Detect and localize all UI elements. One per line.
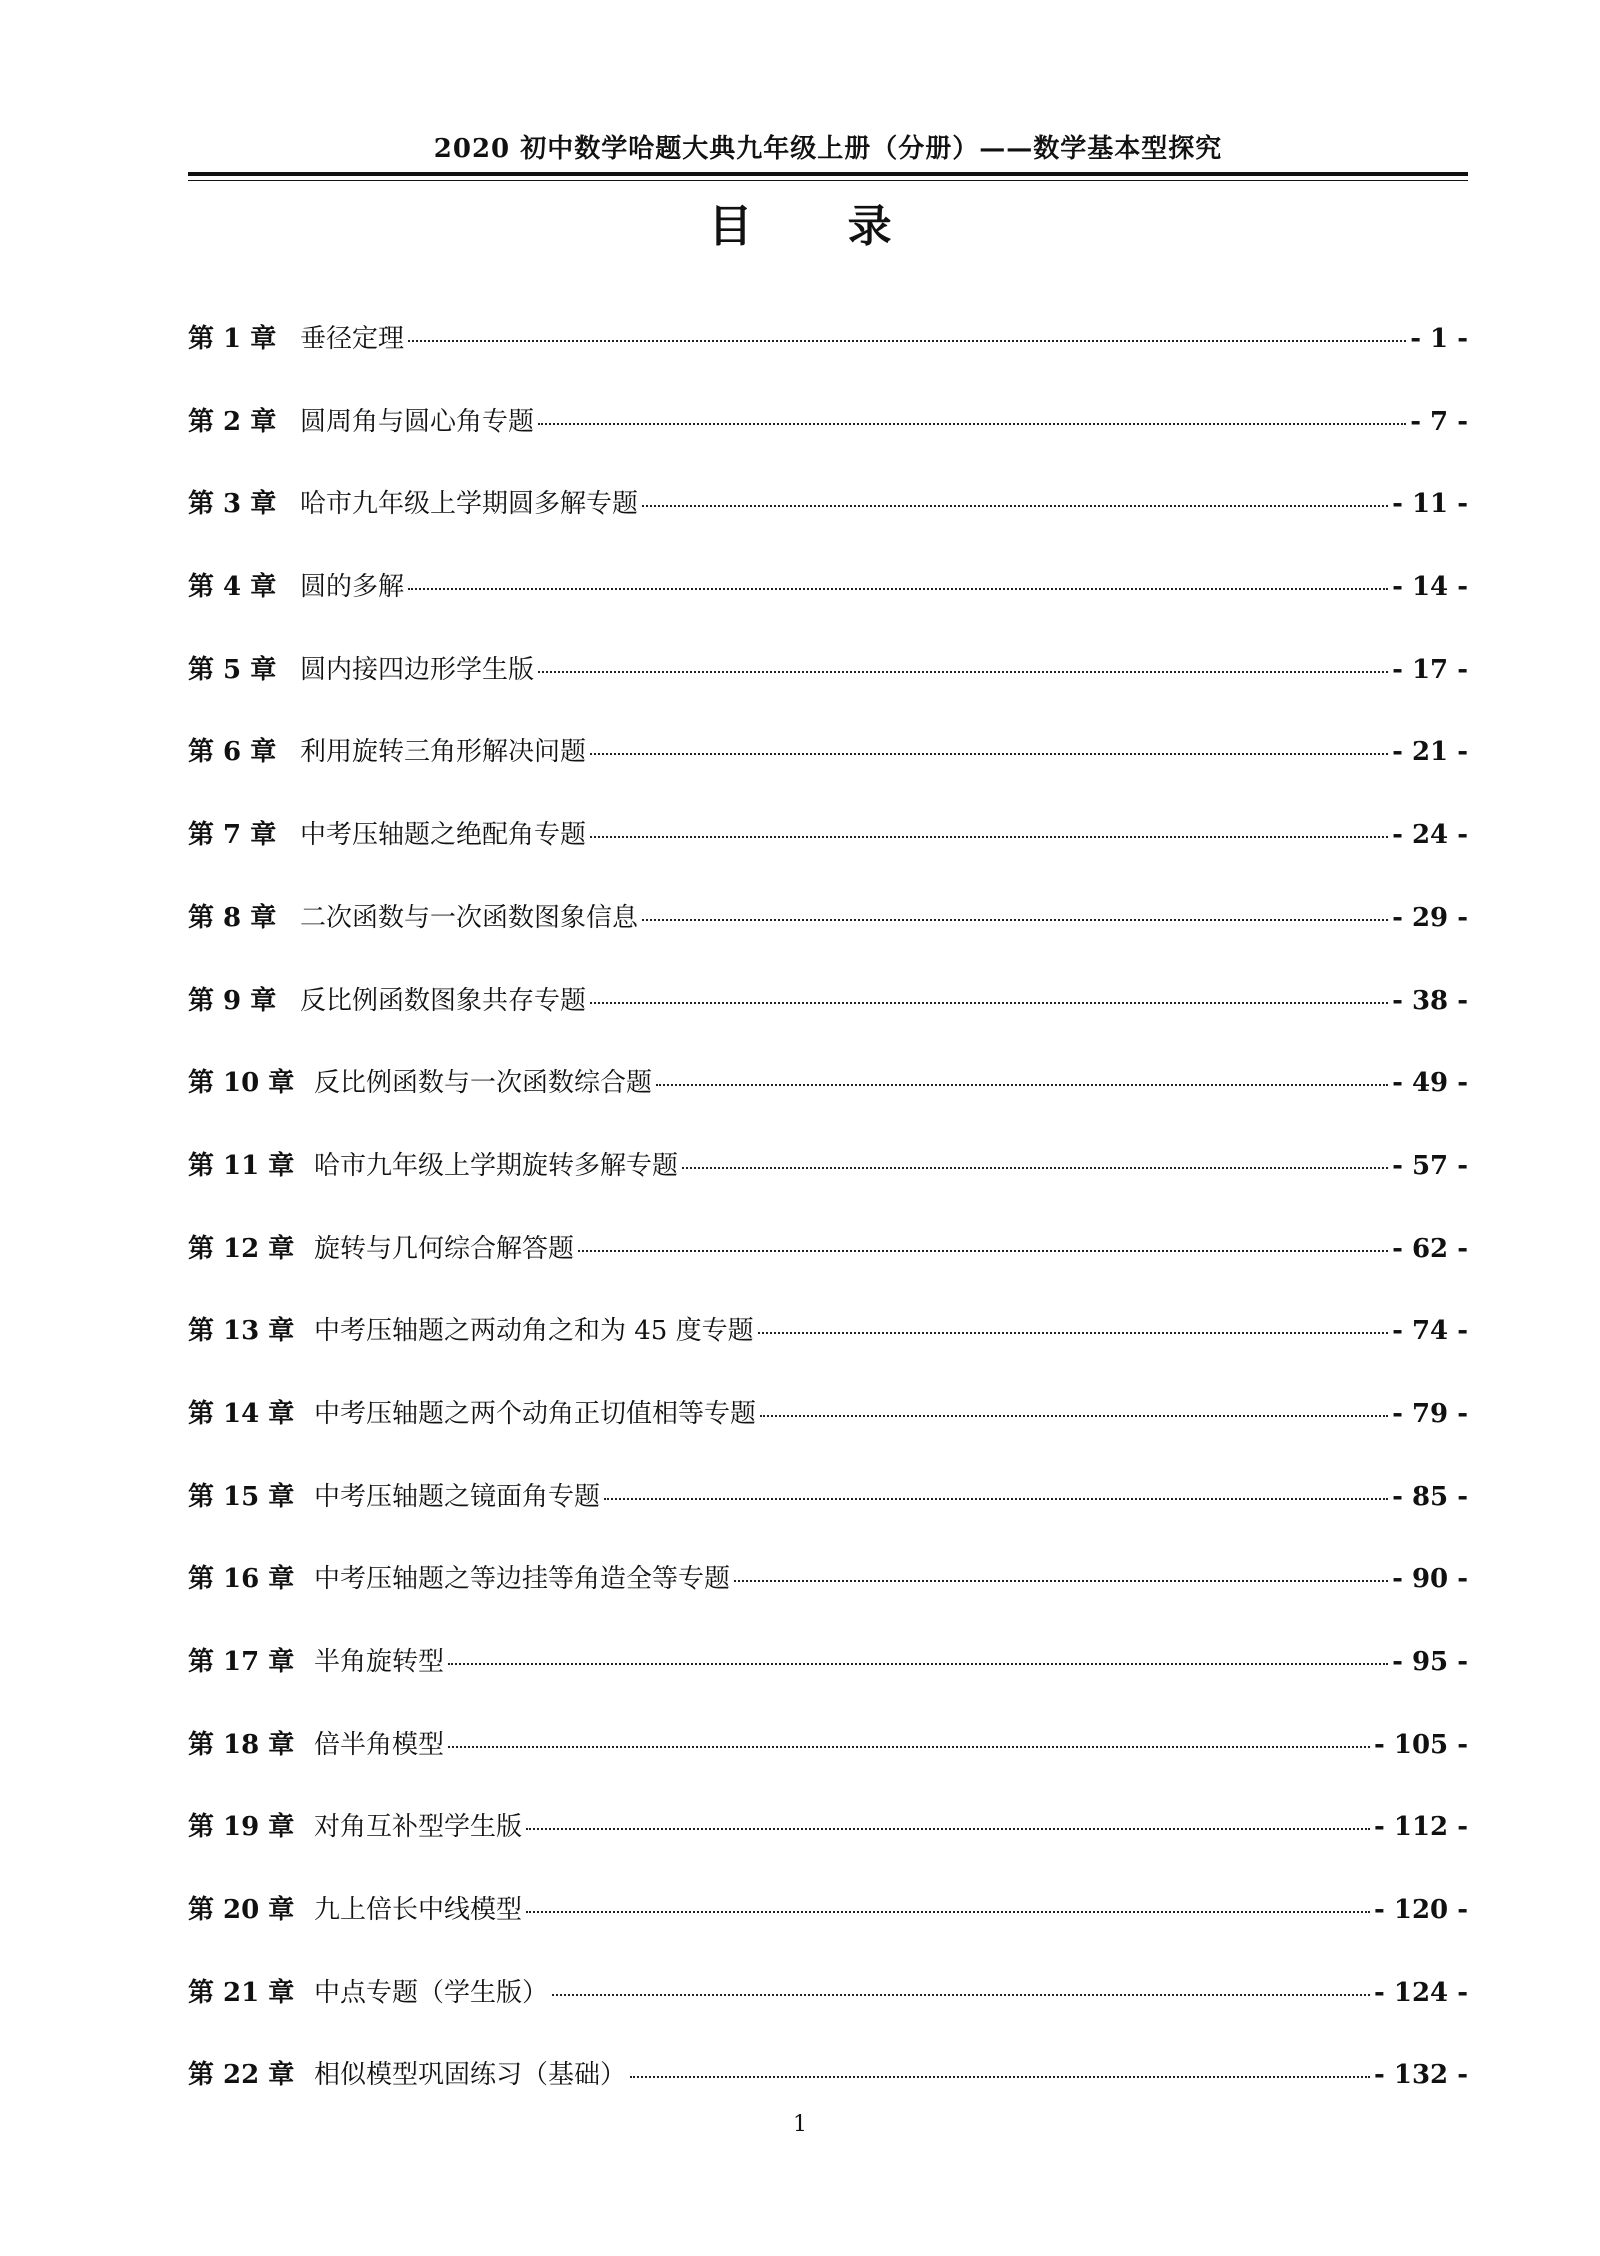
chapter-number: 第 5 章: [188, 654, 277, 685]
dot-leader: [408, 340, 1406, 342]
dot-leader: [448, 1746, 1370, 1748]
dot-leader: [642, 505, 1388, 507]
dot-leader: [538, 423, 1406, 425]
chapter-number: 第 9 章: [188, 985, 277, 1016]
page-number: - 85 -: [1392, 1481, 1468, 1512]
toc-entry-7[interactable]: [188, 814, 1468, 897]
toc-entry-3[interactable]: [188, 483, 1468, 566]
chapter-title: 相似模型巩固练习（基础）: [314, 2060, 627, 2091]
toc-entry-11[interactable]: [188, 1145, 1468, 1228]
chapter-number: 第 1 章: [188, 324, 277, 354]
toc-entry-15[interactable]: [188, 1476, 1468, 1559]
chapter-number: 第 14 章: [188, 1398, 295, 1429]
page-title: 目 录: [708, 201, 932, 252]
dot-leader: [760, 1415, 1388, 1417]
dot-leader: [526, 1828, 1370, 1830]
page-number: - 29 -: [1392, 902, 1468, 933]
chapter-title: 中考压轴题之镜面角专题: [314, 1481, 601, 1512]
chapter-title: 对角互补型学生版: [314, 1812, 523, 1843]
toc-entry-9[interactable]: [188, 980, 1468, 1063]
chapter-title: 二次函数与一次函数图象信息: [300, 902, 639, 933]
page-number: - 112 -: [1374, 1812, 1468, 1843]
chapter-title: 中考压轴题之两个动角正切值相等专题: [314, 1398, 757, 1429]
dot-leader: [590, 753, 1388, 755]
chapter-title: 反比例函数与一次函数综合题: [314, 1068, 653, 1099]
page-number: - 74 -: [1392, 1316, 1468, 1347]
chapter-number: 第 19 章: [188, 1812, 295, 1843]
page-number: - 120 -: [1374, 1895, 1468, 1926]
dot-leader: [642, 919, 1388, 921]
toc-entry-4[interactable]: [188, 566, 1468, 649]
chapter-number: 第 7 章: [188, 820, 277, 851]
dot-leader: [538, 671, 1388, 673]
page-number: - 95 -: [1392, 1647, 1468, 1677]
table-of-contents: [188, 318, 1468, 2137]
chapter-number: 第 6 章: [188, 737, 277, 768]
toc-entry-2[interactable]: [188, 401, 1468, 484]
dot-leader: [448, 1663, 1388, 1665]
page-number: - 79 -: [1392, 1398, 1468, 1429]
header-rule-thick: [188, 172, 1468, 176]
page-number: - 7 -: [1410, 406, 1468, 437]
chapter-title: 利用旋转三角形解决问题: [300, 737, 587, 768]
running-header: 2020 初中数学哈题大典九年级上册（分册）——数学基本型探究: [433, 134, 1223, 164]
chapter-title: 中点专题（学生版）: [314, 1977, 549, 2008]
toc-entry-14[interactable]: [188, 1393, 1468, 1476]
toc-entry-16[interactable]: [188, 1558, 1468, 1641]
dot-leader: [604, 1498, 1388, 1500]
chapter-title: 中考压轴题之绝配角专题: [300, 820, 587, 851]
page-number: - 21 -: [1392, 737, 1468, 768]
footer-page-number: 1: [793, 2112, 807, 2137]
chapter-title: 倍半角模型: [314, 1729, 445, 1760]
toc-entry-8[interactable]: [188, 897, 1468, 980]
chapter-number: 第 16 章: [188, 1564, 295, 1595]
chapter-number: 第 3 章: [188, 489, 277, 520]
page-number: - 38 -: [1392, 985, 1468, 1016]
toc-entry-10[interactable]: [188, 1062, 1468, 1145]
toc-entry-1[interactable]: [188, 318, 1468, 401]
chapter-title: 半角旋转型: [314, 1647, 445, 1677]
chapter-title: 中考压轴题之两动角之和为 45 度专题: [314, 1316, 754, 1347]
dot-leader: [734, 1580, 1388, 1582]
dot-leader: [526, 1911, 1370, 1913]
chapter-title: 哈市九年级上学期圆多解专题: [300, 489, 639, 520]
toc-entry-18[interactable]: [188, 1724, 1468, 1807]
page-number: - 62 -: [1392, 1233, 1468, 1264]
page-number: - 124 -: [1374, 1977, 1468, 2008]
toc-entry-12[interactable]: [188, 1228, 1468, 1311]
chapter-number: 第 20 章: [188, 1895, 295, 1926]
page-number: - 57 -: [1392, 1150, 1468, 1181]
dot-leader: [682, 1167, 1388, 1169]
chapter-number: 第 22 章: [188, 2060, 295, 2091]
dot-leader: [590, 1002, 1388, 1004]
toc-entry-17[interactable]: [188, 1641, 1468, 1724]
header-rule-thin: [188, 180, 1468, 181]
chapter-title: 九上倍长中线模型: [314, 1895, 523, 1926]
toc-entry-5[interactable]: [188, 649, 1468, 732]
dot-leader: [758, 1332, 1389, 1334]
toc-entry-20[interactable]: [188, 1889, 1468, 1972]
chapter-number: 第 2 章: [188, 406, 277, 437]
chapter-title: 圆的多解: [300, 572, 405, 603]
chapter-title: 旋转与几何综合解答题: [314, 1233, 575, 1264]
toc-entry-6[interactable]: [188, 731, 1468, 814]
chapter-title: 圆内接四边形学生版: [300, 654, 535, 685]
chapter-number: 第 4 章: [188, 572, 277, 603]
dot-leader: [630, 2076, 1370, 2078]
toc-entry-19[interactable]: [188, 1806, 1468, 1889]
toc-entry-13[interactable]: [188, 1310, 1468, 1393]
chapter-title: 圆周角与圆心角专题: [300, 406, 535, 437]
chapter-number: 第 17 章: [188, 1647, 295, 1677]
page-number: - 11 -: [1392, 489, 1468, 520]
page-number: - 24 -: [1392, 820, 1468, 851]
dot-leader: [578, 1250, 1388, 1252]
chapter-number: 第 15 章: [188, 1481, 295, 1512]
chapter-number: 第 21 章: [188, 1977, 295, 2008]
chapter-number: 第 11 章: [188, 1150, 295, 1181]
page-number: - 49 -: [1392, 1068, 1468, 1099]
chapter-title: 垂径定理: [300, 324, 405, 354]
chapter-title: 中考压轴题之等边挂等角造全等专题: [314, 1564, 731, 1595]
page-number: - 132 -: [1374, 2060, 1468, 2091]
chapter-number: 第 10 章: [188, 1068, 295, 1099]
chapter-number: 第 8 章: [188, 902, 277, 933]
dot-leader: [590, 836, 1388, 838]
chapter-title: 反比例函数图象共存专题: [300, 985, 587, 1016]
chapter-number: 第 13 章: [188, 1316, 295, 1347]
dot-leader: [552, 1994, 1370, 1996]
dot-leader: [656, 1084, 1388, 1086]
toc-entry-21[interactable]: [188, 1972, 1468, 2055]
page-number: - 90 -: [1392, 1564, 1468, 1595]
page-number: - 105 -: [1374, 1729, 1468, 1760]
page-number: - 14 -: [1392, 572, 1468, 603]
chapter-title: 哈市九年级上学期旋转多解专题: [314, 1150, 679, 1181]
page-number: - 1 -: [1410, 324, 1468, 354]
chapter-number: 第 12 章: [188, 1233, 295, 1264]
chapter-number: 第 18 章: [188, 1729, 295, 1760]
page-number: - 17 -: [1392, 654, 1468, 685]
dot-leader: [408, 588, 1388, 590]
